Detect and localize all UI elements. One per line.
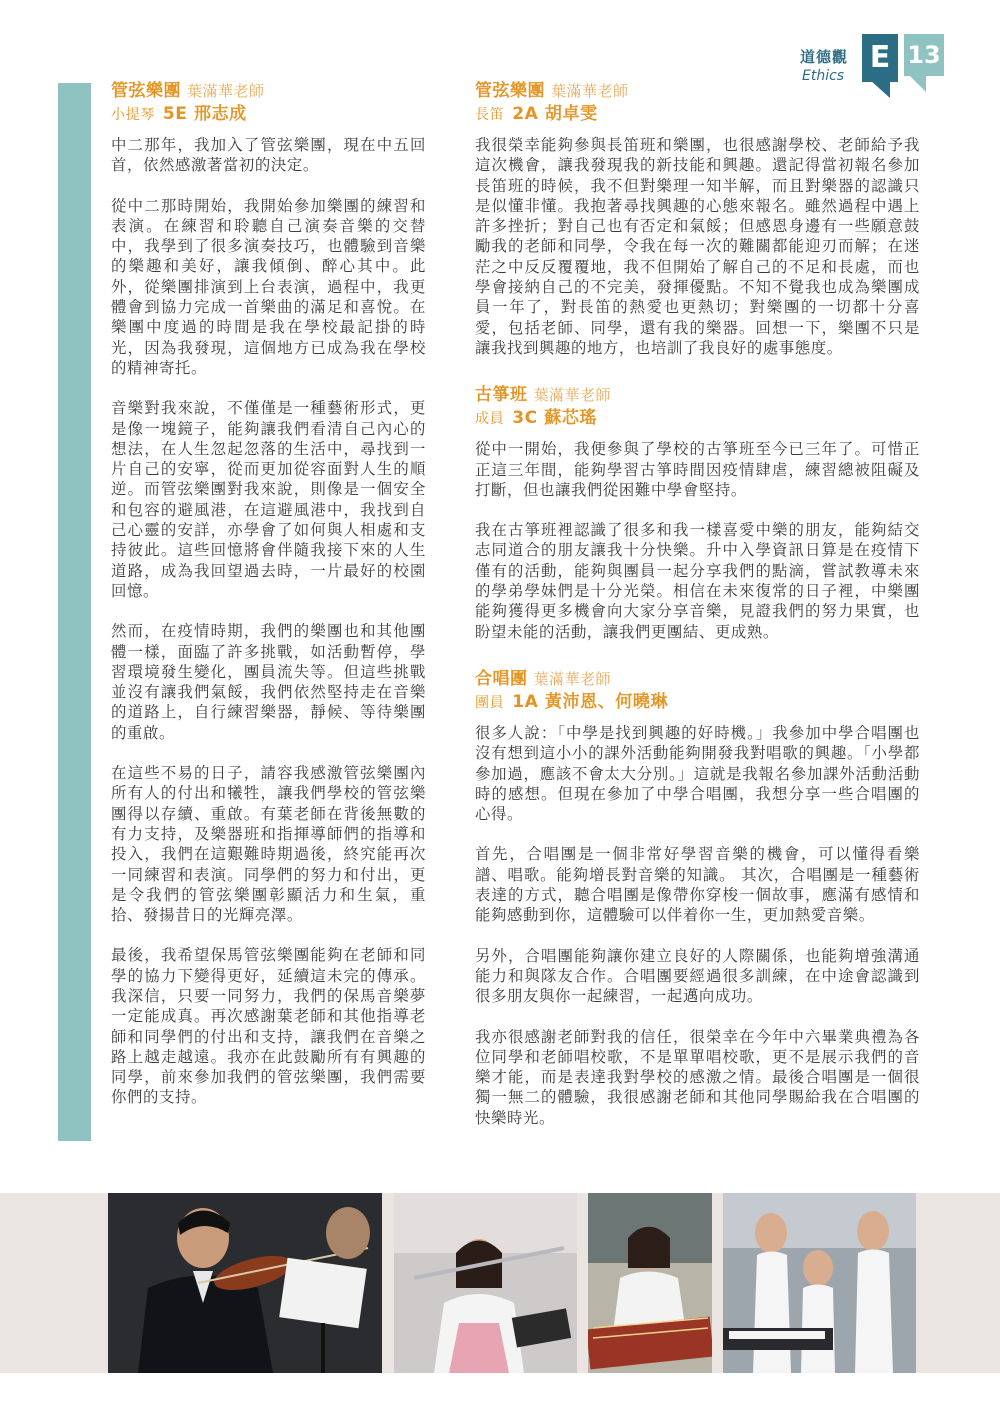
section-title-chinese: 道德觀 bbox=[800, 48, 849, 66]
teacher-name: 葉滿華老師 bbox=[533, 669, 612, 688]
student-name: 2A 胡卓雯 bbox=[512, 104, 598, 124]
guzheng-section bbox=[475, 384, 920, 642]
paragraph: 從中二那時開始，我開始參加樂團的練習和表演。在練習和聆聽自己演奏音樂的交替中，我學到了很多演奏技巧，也體驗到音樂的樂趣和美好，讓我傾倒、醉心其中。此外，從樂團排演到上台表演，過程中，我更體會到協力完成一首樂曲的滿足和喜悅。在樂團中度過的時間是我在學校最記掛的時光，因為我發現，這個地方已成為我在學校的精神寄托。 bbox=[111, 196, 426, 377]
student-line bbox=[475, 406, 920, 431]
left-article-column bbox=[111, 80, 426, 1108]
right-article-column bbox=[475, 80, 920, 1128]
section-title-english: Ethics bbox=[802, 68, 845, 84]
paragraph: 我很榮幸能夠參與長笛班和樂團，也很感謝學校、老師給予我這次機會，讓我發現我的新技能和興趣。還記得當初報名參加長笛班的時候，我不但對樂理一知半解，而且對樂器的認識只是似懂非懂。我抱著尋找興趣的心態來報名。雖然過程中遇上許多挫折；對自己也有否定和氣餒；但感恩身邊有一些願意鼓勵我的老師和同學，令我在每一次的難關都能迎刃而解；在迷茫之中反反覆覆地，我不但開始了解自己的不足和長處，而也學會接納自己的不完美，發揮優點。不知不覺我也成為樂團成員一年了，對長笛的熱愛也更熱切；對樂團的一切都十分喜愛，包括老師、同學，還有我的樂器。回想一下，樂團不只是讓我找到興趣的地方，也培訓了我良好的處事態度。 bbox=[475, 136, 920, 357]
orchestra-violin-section bbox=[111, 80, 426, 1108]
section-heading bbox=[475, 668, 920, 690]
student-role: 團員 bbox=[475, 694, 505, 711]
photo-choir-members bbox=[723, 1193, 916, 1373]
student-name: 1A 黃沛恩、何曉琳 bbox=[512, 691, 669, 712]
heading-text: 管弦樂團 bbox=[111, 81, 181, 101]
paragraph: 另外，合唱團能夠讓你建立良好的人際關係，也能夠增強溝通能力和與隊友合作。合唱團要經過很多訓練，在中途會認識到很多朋友與你一起練習，一起邁向成功。 bbox=[475, 946, 920, 1006]
paragraph: 音樂對我來說，不僅僅是一種藝術形式，更是像一塊鏡子，能夠讓我們看清自己內心的想法，在人生忽起忽落的生活中，尋找到一片自己的安寧，從而更加從容面對人生的順逆。而管弦樂團對我來說，則像是一個安全和包容的避風港，在這避風港中，我找到自己心靈的安詳，亦學會了如何與人相處和支持彼此。這些回憶將會伴隨我接下來的人生道路，成為我回望過去時，一片最好的校園回憶。 bbox=[111, 399, 426, 600]
paragraph: 然而，在疫情時期，我們的樂團也和其他團體一樣，面臨了許多挑戰，如活動暫停，學習環境發生變化，團員流失等。但這些挑戰並沒有讓我們氣餒，我們依然堅持走在音樂的道路上，自行練習樂器，靜候、等待樂團的重啟。 bbox=[111, 622, 426, 742]
student-line bbox=[475, 690, 920, 715]
paragraph: 很多人說：「中學是找到興趣的好時機。」我參加中學合唱團也沒有想到這小小的課外活動能夠開發我對唱歌的興趣。「小學都參加過，應該不會太大分別。」這就是我報名參加課外活動活動時的感想。但現在參加了中學合唱團，我想分享一些合唱團的心得。 bbox=[475, 723, 920, 824]
paragraph: 在這些不易的日子，請容我感激管弦樂團內所有人的付出和犧牲，讓我們學校的管弦樂團得以存續、重啟。有葉老師在背後無數的有力支持，及樂器班和指揮導師們的指導和投入，我們在這艱難時期過後，終究能再次一同練習和表演。同學們的努力和付出，更是令我們的管弦樂團彰顯活力和生氣，重拾、發揚昔日的光輝亮澤。 bbox=[111, 764, 426, 925]
photo-guzheng-player bbox=[588, 1193, 712, 1373]
paragraph: 中二那年，我加入了管弦樂團，現在中五回首，依然感激著當初的決定。 bbox=[111, 136, 426, 175]
paragraph: 首先，合唱團是一個非常好學習音樂的機會，可以懂得看樂譜、唱歌。能夠增長對音樂的知識。 其次，合唱團是一種藝術表達的方式，聽合唱團是像帶你穿梭一個故事，應滿有感情和能夠感動到你，這體驗可以伴着你一生，更加熱愛音樂。 bbox=[475, 845, 920, 925]
teacher-name: 葉滿華老師 bbox=[533, 386, 612, 405]
page-number: 13 bbox=[904, 34, 944, 76]
student-name: 3C 蘇芯瑤 bbox=[512, 408, 598, 429]
student-role: 長笛 bbox=[475, 107, 505, 123]
section-heading bbox=[111, 80, 426, 102]
student-name: 5E 邢志成 bbox=[162, 104, 247, 124]
heading-text: 管弦樂團 bbox=[475, 81, 545, 101]
orchestra-flute-section bbox=[475, 80, 920, 358]
heading-text: 古箏班 bbox=[475, 385, 528, 406]
paragraph: 我亦很感謝老師對我的信任，很榮幸在今年中六畢業典禮為各位同學和老師唱校歌，不是單單唱校歌，更不是展示我們的音樂才能，而是表達我對學校的感激之情。最後合唱團是一個很獨一無二的體驗，我很感謝老師和其他同學賜給我在合唱團的快樂時光。 bbox=[475, 1027, 920, 1127]
paragraph: 我在古箏班裡認識了很多和我一樣喜愛中樂的朋友，能夠結交志同道合的朋友讓我十分快樂。升中入學資訊日算是在疫情下僅有的活動，能夠與團員一起分享我們的點滴，嘗試教導未來的學弟學妹們是十分光榮。相信在未來復常的日子裡，中樂團能夠獲得更多機會向大家分享音樂，見證我們的努力果實，也盼望未能的活動，讓我們更團結、更成熟。 bbox=[475, 521, 920, 641]
heading-text: 合唱團 bbox=[475, 668, 528, 689]
student-role: 小提琴 bbox=[111, 107, 155, 123]
student-role: 成員 bbox=[475, 411, 505, 428]
student-line bbox=[111, 102, 426, 127]
student-line bbox=[475, 102, 920, 127]
section-heading bbox=[475, 80, 920, 102]
photo-flutist bbox=[394, 1193, 577, 1373]
section-heading bbox=[475, 384, 920, 406]
paragraph: 從中一開始，我便參與了學校的古箏班至今已三年了。可惜正正這三年間，能夠學習古箏時間因疫情肆虐，練習總被阻礙及打斷，但也讓我們從困難中學會堅持。 bbox=[475, 440, 920, 499]
teal-side-bar bbox=[58, 83, 91, 1141]
choir-section bbox=[475, 668, 920, 1128]
photo-violinist bbox=[108, 1193, 382, 1373]
paragraph: 最後，我希望保馬管弦樂團能夠在老師和同學的協力下變得更好，延續這未完的傳承。我深信，只要一同努力，我們的保馬音樂夢一定能成真。再次感謝葉老師和其他指導老師和同學們的付出和支持，讓我們在音樂之路上越走越遠。我亦在此鼓勵所有有興趣的同學，前來參加我們的管弦樂團，我們需要你們的支持。 bbox=[111, 946, 426, 1107]
teacher-name: 葉滿華老師 bbox=[187, 82, 265, 100]
section-letter-badge: E bbox=[862, 34, 898, 82]
teacher-name: 葉滿華老師 bbox=[551, 82, 629, 100]
